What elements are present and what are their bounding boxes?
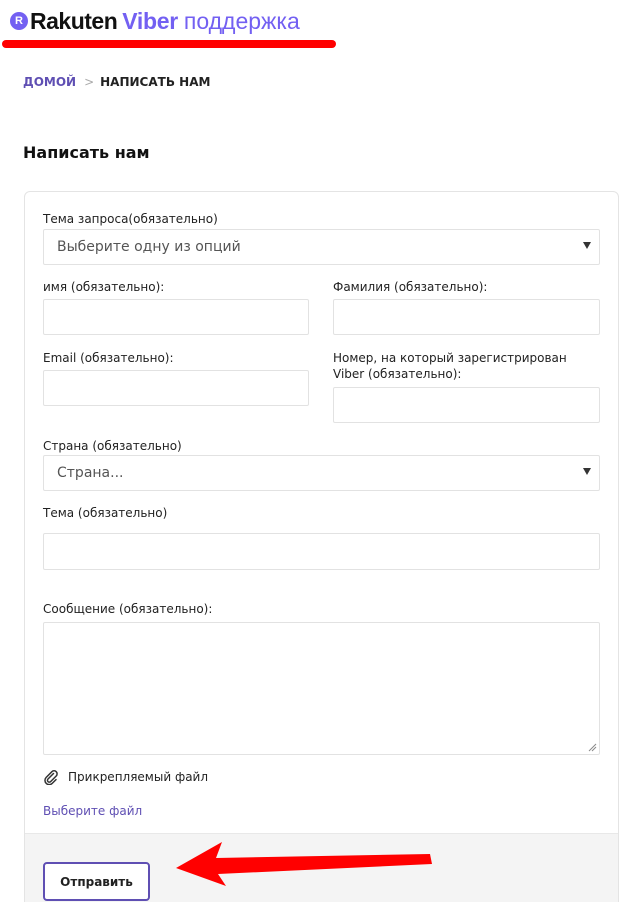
- submit-button[interactable]: Отправить: [43, 862, 150, 901]
- logo-suffix-text: поддержка: [183, 7, 300, 34]
- message-textarea[interactable]: [43, 622, 600, 755]
- page-title: Написать нам: [23, 143, 150, 162]
- email-field[interactable]: [43, 370, 309, 406]
- subject-field[interactable]: [43, 533, 600, 570]
- breadcrumb-current: НАПИСАТЬ НАМ: [100, 75, 211, 89]
- email-label: Email (обязательно):: [43, 351, 174, 365]
- resize-grip-icon[interactable]: [588, 743, 597, 752]
- chevron-down-icon: [583, 468, 591, 475]
- red-underline-annotation: [2, 40, 336, 48]
- logo-product-text: Viber: [122, 7, 178, 34]
- red-arrow-annotation: [176, 842, 434, 886]
- first-name-label: имя (обязательно):: [43, 280, 165, 294]
- breadcrumb: [23, 75, 210, 89]
- topic-select[interactable]: [43, 229, 600, 265]
- choose-file-link[interactable]: Выберите файл: [43, 804, 143, 818]
- breadcrumb-separator: >: [84, 75, 95, 89]
- breadcrumb-home-link[interactable]: ДОМОЙ: [23, 75, 77, 89]
- country-select-value: Страна...: [57, 465, 124, 481]
- last-name-field[interactable]: [333, 299, 600, 335]
- attachment-row: [43, 769, 208, 785]
- country-select[interactable]: [43, 455, 600, 491]
- phone-field[interactable]: [333, 387, 600, 423]
- logo-brand-text: Rakuten: [30, 7, 118, 34]
- topic-label: Тема запроса(обязательно): [43, 212, 218, 226]
- country-label: Страна (обязательно): [43, 439, 182, 453]
- phone-label: Номер, на который зарегистрирован Viber (обязательно):: [333, 351, 567, 381]
- first-name-field[interactable]: [43, 299, 309, 335]
- topic-select-value: Выберите одну из опций: [57, 239, 241, 255]
- site-logo[interactable]: [10, 6, 300, 36]
- message-label: Сообщение (обязательно):: [43, 602, 213, 616]
- subject-label: Тема (обязательно): [43, 506, 168, 520]
- last-name-label: Фамилия (обязательно):: [333, 280, 488, 294]
- paperclip-icon: [43, 769, 59, 785]
- rakuten-r-icon: R: [10, 12, 28, 30]
- chevron-down-icon: [583, 242, 591, 249]
- contact-form: [24, 191, 619, 902]
- attachment-label: Прикрепляемый файл: [68, 770, 209, 784]
